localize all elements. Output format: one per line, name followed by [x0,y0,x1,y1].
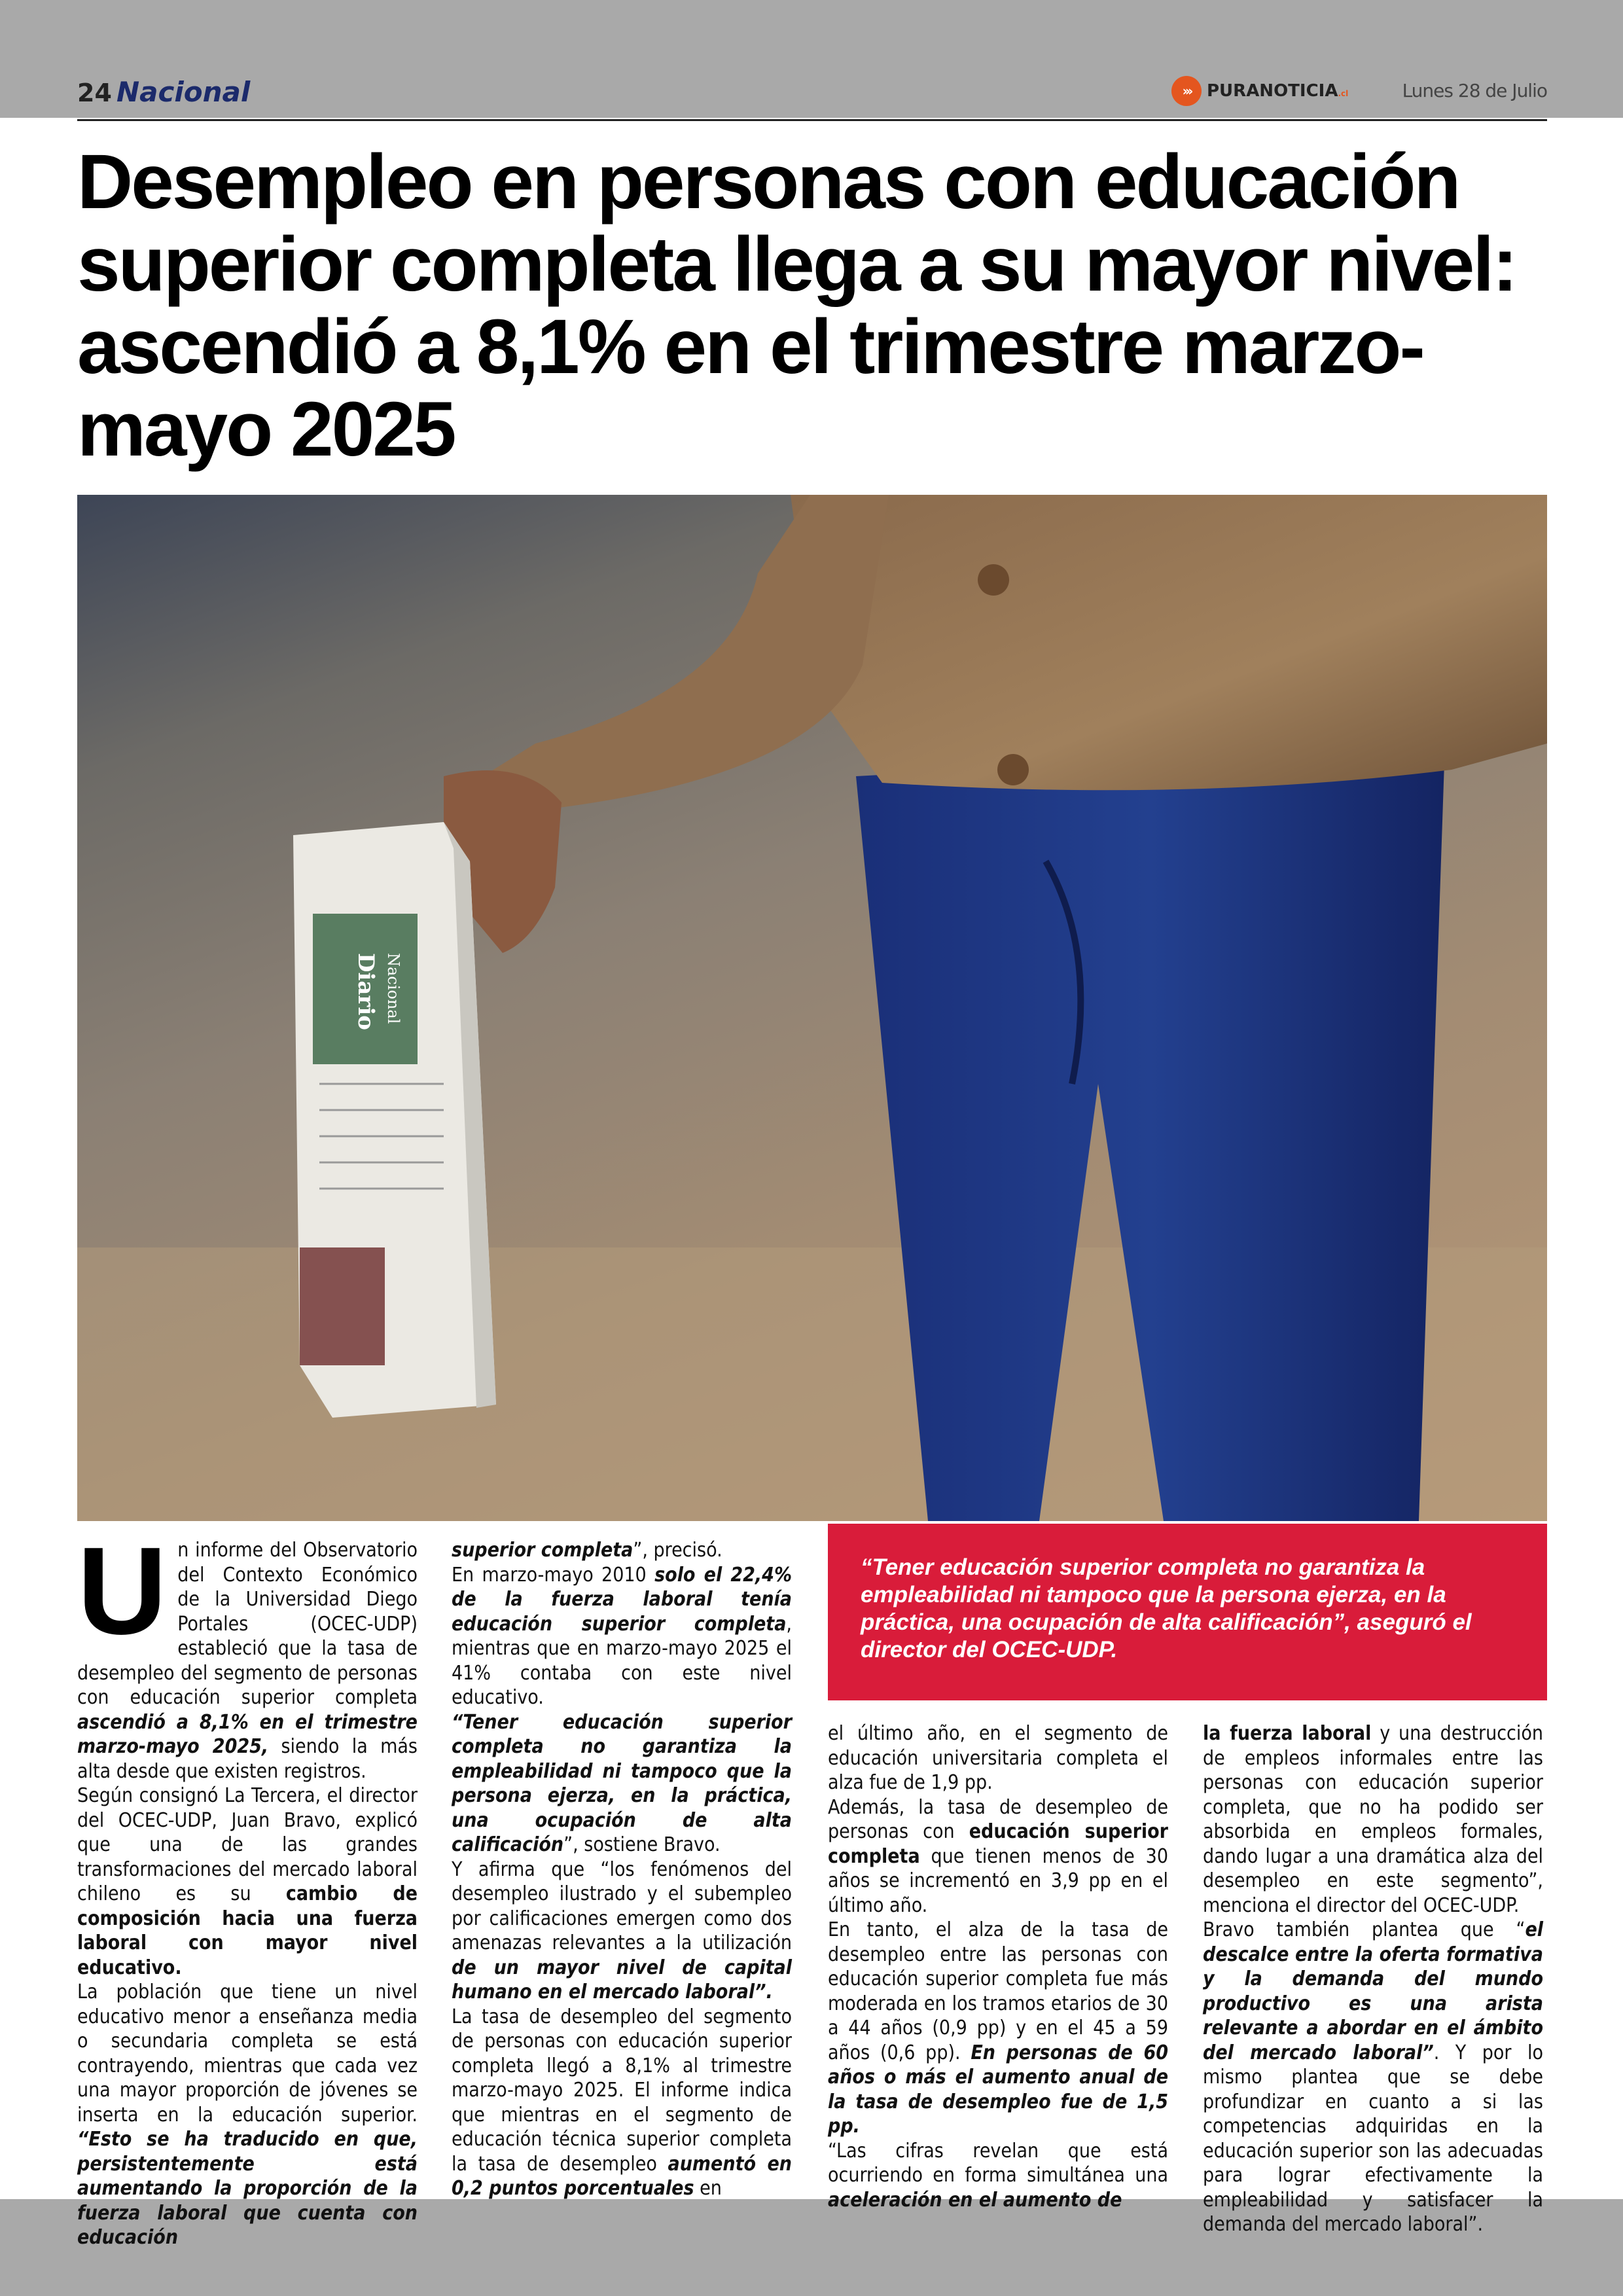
article-photo [77,495,1547,1521]
pull-quote: “Tener educación superior completa no garantiza la empleabilidad ni tampoco que la persona ejerza, en la práctica, una ocupación de alta calificación”, aseguró el director del OCEC-UDP. [861,1554,1472,1662]
paragraph: superior completa”, precisó. [452,1539,722,1562]
section-name: Nacional [116,76,251,108]
page-header [77,73,1547,121]
paragraph: La tasa de desempleo del segmento de personas con educación superior completa llegó a 8,1% al trimestre marzo-mayo 2025. El informe indica que mientras en el segmento de educación técnica superior completa la tasa de desempleo aumentó en 0,2 puntos porcentuales en [452,2005,792,2200]
newspaper-subhead: Nacional [384,953,402,1024]
article-column-4 [1203,1721,1543,2236]
page-number: 24 [77,79,112,107]
paragraph: Bravo también plantea que “el descalce entre la oferta formativa y la demanda del mundo productivo es una arista relevante a abordar en el ámbito del mercado laboral”. Y por lo mismo plantea que se debe profundizar en cuanto a si las competencias adquiridas en la educación superior son las adecuadas para lograr efectivamente la empleabilidad y satisfacer la demanda del mercado laboral”. [1203,1918,1543,2236]
paragraph: En marzo-mayo 2010 solo el 22,4% de la fuerza laboral tenía educación superior completa, mientras que en marzo-mayo 2025 el 41% contaba con este nivel educativo. [452,1563,792,1709]
paragraph: La población que tiene un nivel educativo menor a enseñanza media o secundaria completa se está contrayendo, mientras que cada vez una mayor proporción de jóvenes se inserta en la educación superior. “Esto se ha traducido en que, persistentemente está aumentando la proporción de la fuerza laboral que cuenta con educación [77,1981,418,2249]
article-column-2 [452,1538,792,2199]
paragraph: En tanto, el alza de la tasa de desempleo entre las personas con educación superior completa fue más moderada en los tramos etarios de 30 a 44 años (0,9 pp) y en el 45 a 59 años (0,6 pp). En personas de 60 años o más el aumento anual de la tasa de desempleo fue de 1,5 pp. [828,1918,1169,2138]
paragraph: “Las cifras revelan que está ocurriendo en forma simultánea una aceleración en el aumento de [828,2139,1168,2212]
man-holding-newspaper-image [77,495,1547,1521]
paragraph: Además, la tasa de desempleo de personas con educación superior completa que tienen menos de 30 años se incrementó en 3,9 pp en el último año. [828,1795,1168,1917]
newspaper-masthead: Diario [353,953,379,1030]
logo-arrows-icon: ››› [1171,76,1202,106]
paragraph: n informe del Observatorio del Contexto Económico de la Universidad Diego Portales (OCEC-UDP) estableció que la tasa de desempleo del segmento de personas con educación superior completa ascendió a 8,1% en el trimestre marzo-mayo 2025, siendo la más alta desde que existen registros. [77,1539,418,1783]
paragraph: “Tener educación superior completa no garantiza la empleabilidad ni tampoco que la persona ejerza, en la práctica, una ocupación de alta calificación”, sostiene Bravo. [452,1710,792,1856]
paragraph: Y afirma que “los fenómenos del desempleo ilustrado y el subempleo por calificaciones emergen como dos amenazas relevantes a la utilización de un mayor nivel de capital humano en el mercado laboral”. [452,1857,792,2003]
pull-quote-box [828,1524,1547,1700]
drop-cap: U [77,1522,168,1660]
article-column-1 [77,1522,418,2249]
headline: Desempleo en personas con educación superior completa llega a su mayor nivel: ascendió a 8,1% en el trimestre marzo-mayo 2025 [77,139,1516,473]
paragraph: la fuerza laboral y una destrucción de empleos informales entre las personas con educación superior completa, que no ha podido ser absorbida en empleos formales, dando lugar a una dramática alza del desempleo en este segmento”, menciona el director del OCEC-UDP. [1203,1722,1543,1917]
paragraph: el último año, en el segmento de educación universitaria completa el alza fue de 1,9 pp. [828,1722,1168,1794]
issue-date: Lunes 28 de Julio [1402,80,1547,101]
paragraph: Según consignó La Tercera, el director del OCEC-UDP, Juan Bravo, explicó que una de las grandes transformaciones del mercado laboral chileno es su cambio de composición hacia una fuerza laboral con mayor nivel educativo. [77,1784,418,1979]
article-column-3 [828,1721,1169,2212]
logo-text: PURANOTICIA.cl [1207,81,1349,101]
